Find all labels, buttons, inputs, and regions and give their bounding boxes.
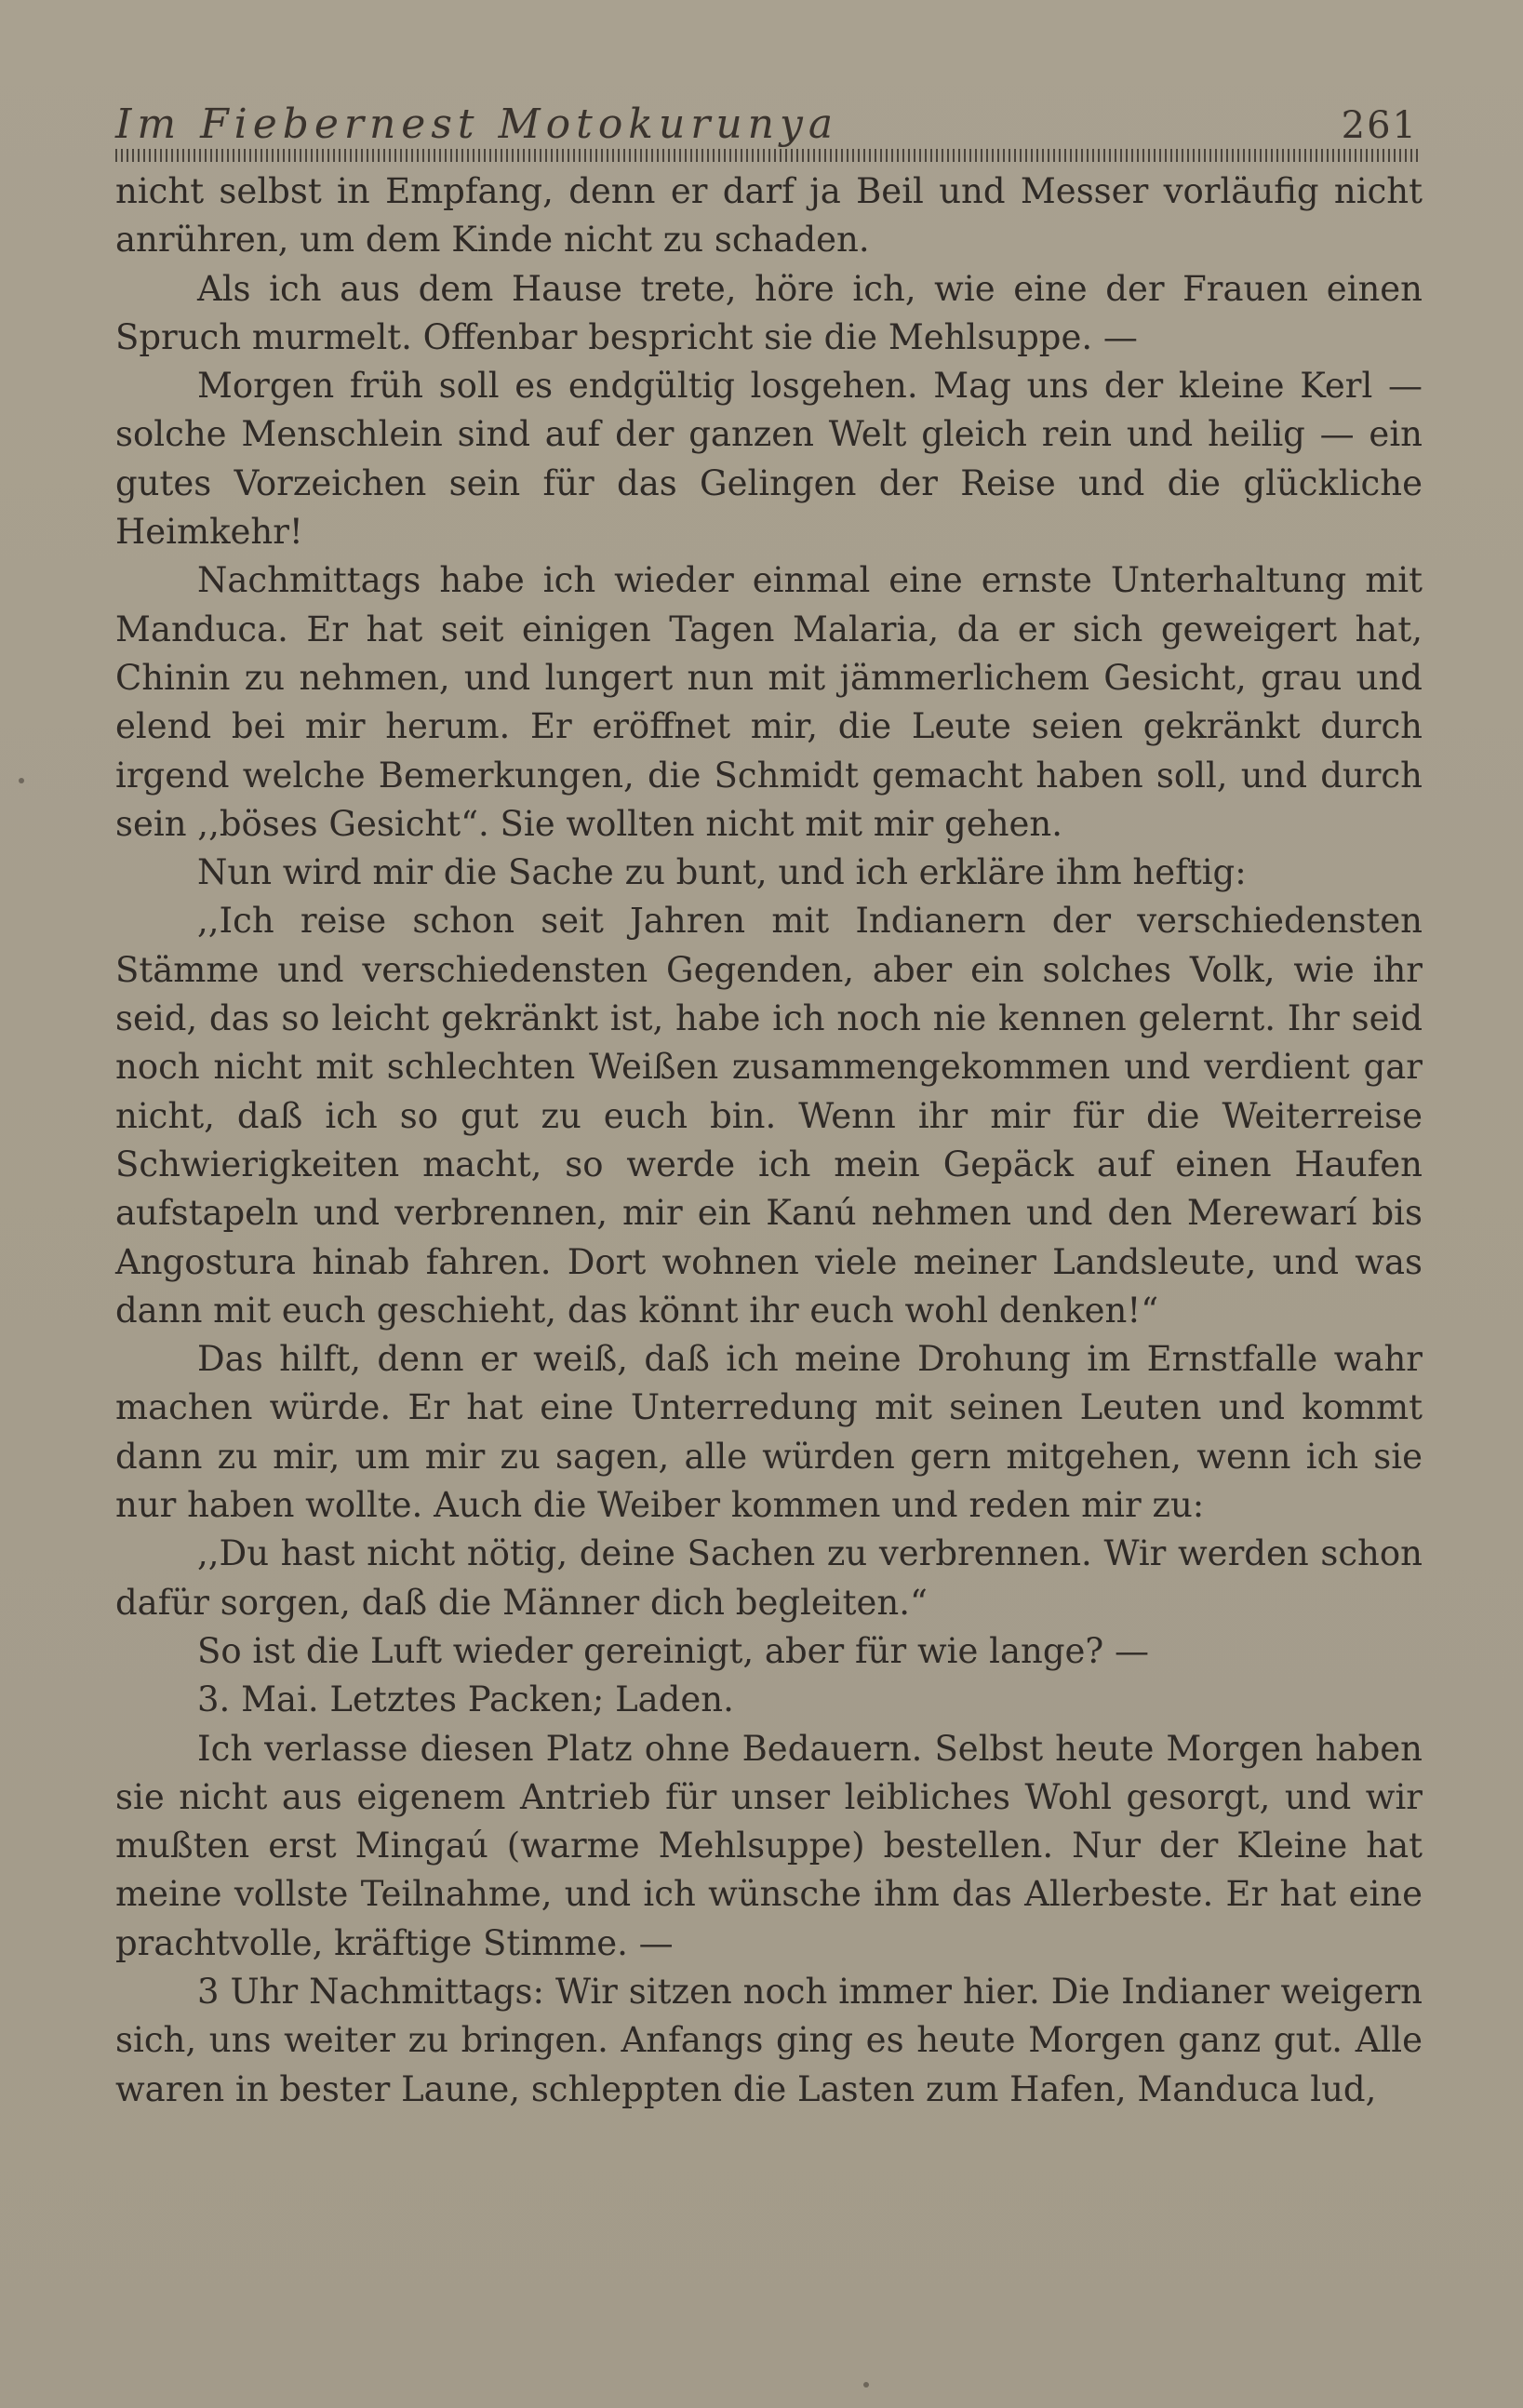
page-number: 261 (1341, 104, 1418, 147)
paragraph: ,,Ich reise schon seit Jahren mit Indianern der verschiedensten Stämme und verschiedensten Gegenden, aber ein solches Volk, wie ihr seid, das so leicht gekränkt ist, habe ich noch nie kennen gelernt. Ihr seid noch nicht mit schlechten Weißen zusammengekommen und verdient gar nicht, daß ich so gut zu euch bin. Wenn ihr mir für die Weiterreise Schwierigkeiten macht, so werde ich mein Gepäck auf einen Haufen aufstapeln und verbrennen, mir ein Kanú nehmen und den Merewarí bis Angostura hinab fahren. Dort wohnen viele meiner Landsleute, und was dann mit euch geschieht, das könnt ihr euch wohl denken!“ (115, 901, 1423, 1331)
header-ornament-rule (115, 149, 1418, 162)
page-header (115, 100, 1418, 147)
paragraph: Als ich aus dem Hause trete, höre ich, wie eine der Frauen einen Spruch murmelt. Offenbar bespricht sie die Mehlsuppe. — (115, 268, 1423, 357)
paragraph: Nun wird mir die Sache zu bunt, und ich erkläre ihm heftig: (197, 852, 1247, 893)
paragraph: So ist die Luft wieder gereinigt, aber für wie lange? — (197, 1630, 1150, 1671)
paper-speck (863, 2382, 869, 2388)
paper-speck (19, 778, 24, 783)
paragraph: Das hilft, denn er weiß, daß ich meine Drohung im Ernstfalle wahr machen würde. Er hat eine Unterredung mit seinen Leuten und kommt dann zu mir, um mir zu sagen, alle würden gern mitgehen, wenn ich sie nur haben wollte. Auch die Weiber kommen und reden mir zu: (115, 1339, 1423, 1526)
paragraph: nicht selbst in Empfang, denn er darf ja Beil und Messer vorläufig nicht anrühren, um dem Kinde nicht zu schaden. (115, 171, 1423, 261)
running-title: Im Fiebernest Motokurunya (115, 100, 839, 148)
paragraph: 3. Mai. Letztes Packen; Laden. (197, 1679, 734, 1720)
paragraph: Ich verlasse diesen Platz ohne Bedauern. Selbst heute Morgen haben sie nicht aus eigenem Antrieb für unser leibliches Wohl gesorgt, und wir mußten erst Mingaú (warme Mehlsuppe) bestellen. Nur der Kleine hat meine vollste Teilnahme, und ich wünsche ihm das Allerbeste. Er hat eine prachtvolle, kräftige Stimme. — (115, 1728, 1423, 1963)
paragraph: ,,Du hast nicht nötig, deine Sachen zu verbrennen. Wir werden schon dafür sorgen, daß die Männer dich begleiten.“ (115, 1533, 1423, 1623)
paragraph: Nachmittags habe ich wieder einmal eine ernste Unterhaltung mit Manduca. Er hat seit einigen Tagen Malaria, da er sich geweigert hat, Chinin zu nehmen, und lungert nun mit jämmerlichem Gesicht, grau und elend bei mir herum. Er eröffnet mir, die Leute seien gekränkt durch irgend welche Bemerkungen, die Schmidt gemacht haben soll, und durch sein ,,böses Gesicht“. Sie wollten nicht mit mir gehen. (115, 560, 1423, 844)
paragraph: Morgen früh soll es endgültig losgehen. Mag uns der kleine Kerl — solche Menschlein sind auf der ganzen Welt gleich rein und heilig — ein gutes Vorzeichen sein für das Gelingen der Reise und die glückliche Heimkehr! (115, 366, 1423, 553)
body-text (115, 167, 1423, 2114)
paragraph: 3 Uhr Nachmittags: Wir sitzen noch immer hier. Die Indianer weigern sich, uns weiter zu bringen. Anfangs ging es heute Morgen ganz gut. Alle waren in bester Laune, schleppten die Lasten zum Hafen, Manduca lud, (115, 1971, 1423, 2109)
